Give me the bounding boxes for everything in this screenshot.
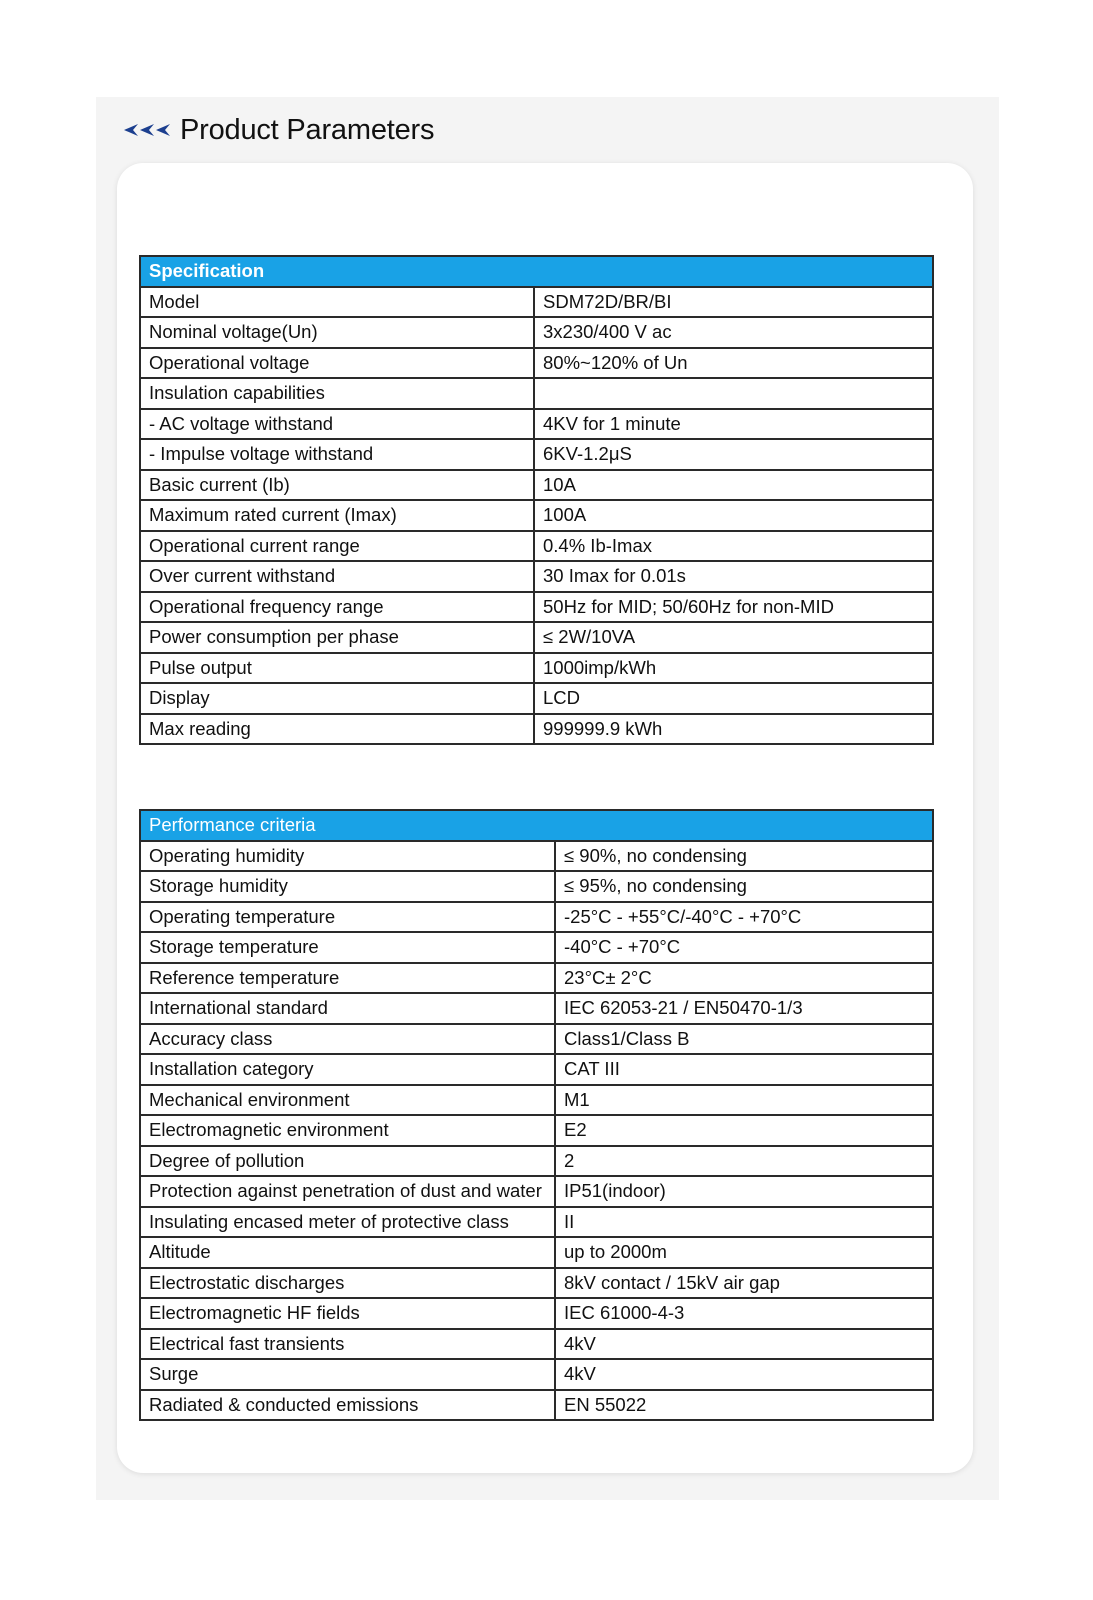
param-label: Electrostatic discharges <box>140 1268 555 1299</box>
param-value: M1 <box>555 1085 933 1116</box>
param-label: Basic current (Ib) <box>140 470 534 501</box>
param-label: International standard <box>140 993 555 1024</box>
page-title: Product Parameters <box>180 113 435 146</box>
param-label: Model <box>140 287 534 318</box>
param-label: Insulation capabilities <box>140 378 534 409</box>
table-row <box>140 932 933 963</box>
table-row <box>140 653 933 684</box>
table-row <box>140 963 933 994</box>
param-value: ≤ 90%, no condensing <box>555 841 933 872</box>
param-label: Altitude <box>140 1237 555 1268</box>
table-row <box>140 683 933 714</box>
param-label: Operational frequency range <box>140 592 534 623</box>
param-value: II <box>555 1207 933 1238</box>
param-value: 4kV <box>555 1329 933 1360</box>
param-value: 100A <box>534 500 933 531</box>
param-value: 50Hz for MID; 50/60Hz for non-MID <box>534 592 933 623</box>
product-parameters-panel <box>96 97 999 1500</box>
param-value: 80%~120% of Un <box>534 348 933 379</box>
param-value: ≤ 95%, no condensing <box>555 871 933 902</box>
param-label: - AC voltage withstand <box>140 409 534 440</box>
param-value: ≤ 2W/10VA <box>534 622 933 653</box>
param-label: Surge <box>140 1359 555 1390</box>
param-label: Protection against penetration of dust and water <box>140 1176 555 1207</box>
param-label: Nominal voltage(Un) <box>140 317 534 348</box>
param-label: Pulse output <box>140 653 534 684</box>
param-value: 30 Imax for 0.01s <box>534 561 933 592</box>
param-label: Power consumption per phase <box>140 622 534 653</box>
param-value: CAT III <box>555 1054 933 1085</box>
param-value: 23°C± 2°C <box>555 963 933 994</box>
param-label: Electromagnetic environment <box>140 1115 555 1146</box>
param-value: 0.4% Ib-Imax <box>534 531 933 562</box>
param-label: Accuracy class <box>140 1024 555 1055</box>
param-value: IP51(indoor) <box>555 1176 933 1207</box>
param-value: 8kV contact / 15kV air gap <box>555 1268 933 1299</box>
param-label: Storage humidity <box>140 871 555 902</box>
table-row <box>140 1054 933 1085</box>
param-value: IEC 62053-21 / EN50470-1/3 <box>555 993 933 1024</box>
param-label: Max reading <box>140 714 534 745</box>
param-value: E2 <box>555 1115 933 1146</box>
table-row <box>140 1085 933 1116</box>
param-label: Reference temperature <box>140 963 555 994</box>
table-row <box>140 317 933 348</box>
param-label: Display <box>140 683 534 714</box>
param-value: up to 2000m <box>555 1237 933 1268</box>
table-row <box>140 1115 933 1146</box>
param-value: -25°C - +55°C/-40°C - +70°C <box>555 902 933 933</box>
table-row <box>140 348 933 379</box>
triple-chevron-left-icon <box>124 123 172 137</box>
table-row <box>140 1359 933 1390</box>
param-value: 10A <box>534 470 933 501</box>
param-value: 4KV for 1 minute <box>534 409 933 440</box>
table-row <box>140 1268 933 1299</box>
table-row <box>140 1146 933 1177</box>
param-value: 4kV <box>555 1359 933 1390</box>
param-label: Over current withstand <box>140 561 534 592</box>
param-label: Operational current range <box>140 531 534 562</box>
param-label: Degree of pollution <box>140 1146 555 1177</box>
param-label: Operating humidity <box>140 841 555 872</box>
param-label: Radiated & conducted emissions <box>140 1390 555 1421</box>
table-row <box>140 409 933 440</box>
param-label: Maximum rated current (Imax) <box>140 500 534 531</box>
param-value <box>534 378 933 409</box>
table-row <box>140 871 933 902</box>
param-value: 3x230/400 V ac <box>534 317 933 348</box>
parameters-card <box>117 163 973 1473</box>
param-value: 2 <box>555 1146 933 1177</box>
param-value: LCD <box>534 683 933 714</box>
table-row <box>140 287 933 318</box>
param-value: EN 55022 <box>555 1390 933 1421</box>
performance-criteria-table <box>139 809 934 1421</box>
param-value: 999999.9 kWh <box>534 714 933 745</box>
param-label: Operational voltage <box>140 348 534 379</box>
table-row <box>140 1024 933 1055</box>
param-value: IEC 61000-4-3 <box>555 1298 933 1329</box>
table-row <box>140 1298 933 1329</box>
param-label: Storage temperature <box>140 932 555 963</box>
param-label: - Impulse voltage withstand <box>140 439 534 470</box>
specification-title: Specification <box>140 256 933 287</box>
table-row <box>140 439 933 470</box>
param-label: Mechanical environment <box>140 1085 555 1116</box>
specification-header-row <box>140 256 933 287</box>
param-value: 1000imp/kWh <box>534 653 933 684</box>
table-row <box>140 531 933 562</box>
param-label: Insulating encased meter of protective class <box>140 1207 555 1238</box>
table-row <box>140 378 933 409</box>
param-value: 6KV-1.2μS <box>534 439 933 470</box>
param-label: Operating temperature <box>140 902 555 933</box>
table-row <box>140 592 933 623</box>
performance-header-row <box>140 810 933 841</box>
param-label: Installation category <box>140 1054 555 1085</box>
table-row <box>140 561 933 592</box>
param-value: Class1/Class B <box>555 1024 933 1055</box>
table-row <box>140 841 933 872</box>
section-heading <box>124 115 434 145</box>
table-row <box>140 1237 933 1268</box>
table-row <box>140 500 933 531</box>
param-value: SDM72D/BR/BI <box>534 287 933 318</box>
table-row <box>140 902 933 933</box>
table-row <box>140 1329 933 1360</box>
table-row <box>140 993 933 1024</box>
table-row <box>140 1207 933 1238</box>
param-label: Electromagnetic HF fields <box>140 1298 555 1329</box>
param-value: -40°C - +70°C <box>555 932 933 963</box>
specification-table <box>139 255 934 745</box>
table-row <box>140 470 933 501</box>
param-label: Electrical fast transients <box>140 1329 555 1360</box>
table-row <box>140 714 933 745</box>
table-row <box>140 1176 933 1207</box>
table-row <box>140 1390 933 1421</box>
table-row <box>140 622 933 653</box>
performance-title: Performance criteria <box>140 810 933 841</box>
